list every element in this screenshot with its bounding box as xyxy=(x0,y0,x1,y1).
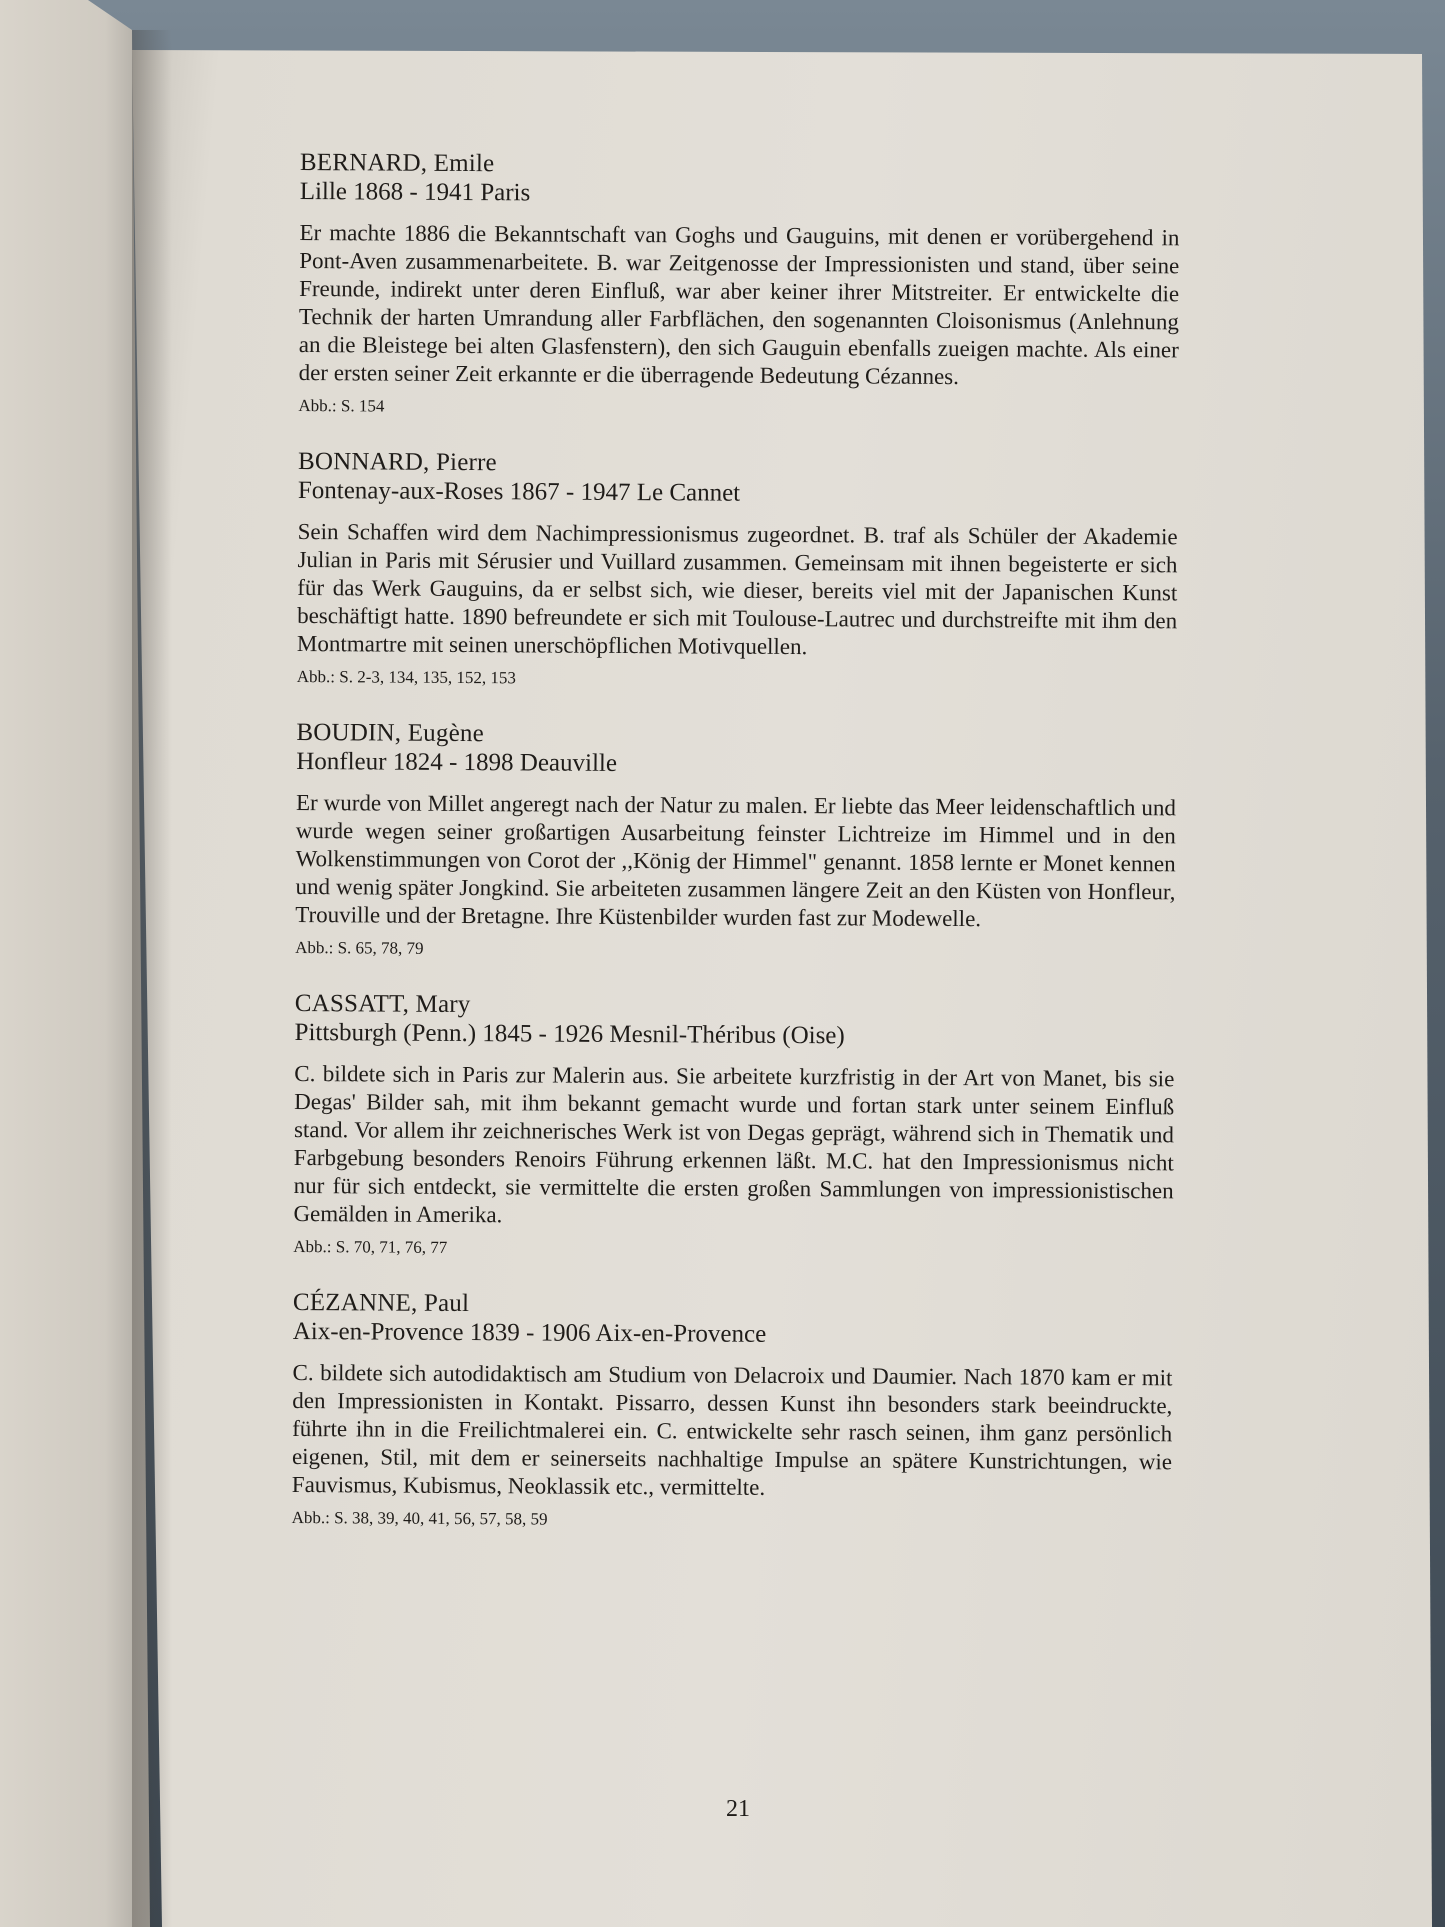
artist-biography: C. bildete sich in Paris zur Malerin aus. Sie arbeitete kurzfristig in der Art von Manet, bis sie Degas' Bilder sah, mit ihm bekannt gemacht wurde und fortan stark unter seinem Einfluß stand. Vor allem ihr zeichnerisches Werk ist von Degas geprägt, während sich in Thematik und Farbgebung besonders Renoirs Führung erkennen läßt. M.C. hat den Impressionismus nicht nur für sich entdeckt, sie vermittelte die ersten großen Sammlungen von impressionistischen Gemälden in Amerika. xyxy=(293,1060,1175,1228)
illustration-references: Abb.: S. 70, 71, 76, 77 xyxy=(293,1236,448,1257)
artist-name: BOUDIN, Eugène xyxy=(296,718,484,748)
artist-name: BONNARD, Pierre xyxy=(298,447,497,477)
artist-life-dates: Lille 1868 - 1941 Paris xyxy=(299,177,531,207)
illustration-references: Abb.: S. 154 xyxy=(298,395,385,416)
artist-life-dates: Honfleur 1824 - 1898 Deauville xyxy=(296,747,618,777)
artist-name: CÉZANNE, Paul xyxy=(292,1288,470,1318)
left-page-edge xyxy=(0,0,150,1927)
artist-biography: Er machte 1886 die Bekanntschaft van Goghs und Gauguins, mit denen er vorübergehend in Pont-Aven zusammenarbeitete. B. war Zeitgenosse der Impressionisten und stand, über seine Freunde, indirekt unter deren Einfluß, war aber keiner ihrer Mitstreiter. Er entwickelte die Technik der harten Umrandung aller Farbflächen, den sogenannten Cloisonismus (Anlehnung an die Bleistege bei alten Glasfenstern), den sich Gauguin ebenfalls zueigen machte. Als einer der ersten seiner Zeit erkannte er die überragende Bedeutung Cézannes. xyxy=(298,219,1180,390)
illustration-references: Abb.: S. 65, 78, 79 xyxy=(295,937,424,958)
artist-life-dates: Fontenay-aux-Roses 1867 - 1947 Le Cannet xyxy=(297,476,741,507)
artist-life-dates: Aix-en-Provence 1839 - 1906 Aix-en-Provence xyxy=(292,1317,767,1348)
artist-entry-bernard xyxy=(298,148,1180,422)
artist-entry-cassatt xyxy=(293,989,1175,1263)
artist-entry-bonnard xyxy=(297,447,1178,693)
artist-entry-boudin xyxy=(295,718,1176,964)
page-number: 21 xyxy=(726,1796,750,1822)
artist-entry-cezanne xyxy=(292,1288,1173,1534)
illustration-references: Abb.: S. 38, 39, 40, 41, 56, 57, 58, 59 xyxy=(291,1507,548,1529)
page-content xyxy=(291,148,1180,1564)
illustration-references: Abb.: S. 2-3, 134, 135, 152, 153 xyxy=(296,666,516,688)
artist-life-dates: Pittsburgh (Penn.) 1845 - 1926 Mesnil-Théribus (Oise) xyxy=(294,1018,845,1050)
artist-biography: Sein Schaffen wird dem Nachimpressionismus zugeordnet. B. traf als Schüler der Akademie Julian in Paris mit Sérusier und Vuillard zusammen. Gemeinsam mit ihnen begeisterte er sich für das Werk Gauguins, da er selbst sich, wie dieser, bereits viel mit der Japanischen Kunst beschäftigt hatte. 1890 befreundete er sich mit Toulouse-Lautrec und durchstreifte mit ihm den Montmartre mit seinen unerschöpflichen Motivquellen. xyxy=(296,518,1178,660)
artist-biography: Er wurde von Millet angeregt nach der Natur zu malen. Er liebte das Meer leidenschaftlich und wurde wegen seiner großartigen Ausarbeitung feinster Lichtreize im Himmel und in den Wolkenstimmungen von Corot der ,,König der Himmel" genannt. 1858 lernte er Monet kennen und wenig später Jongkind. Sie arbeiteten zusammen längere Zeit an den Küsten von Honfleur, Trouville und der Bretagne. Ihre Küstenbilder wurden fast zur Modewelle. xyxy=(295,789,1177,932)
artist-name: BERNARD, Emile xyxy=(299,148,495,178)
gutter-shadow xyxy=(132,30,172,1927)
artist-biography: C. bildete sich autodidaktisch am Studium von Delacroix und Daumier. Nach 1870 kam er mit den Impressionisten in Kontakt. Pissarro, dessen Kunst ihn besonders stark beeindruckte, führte ihn in die Freilichtmalerei ein. C. entwickelte sehr rasch seinen, ihm ganz persönlich eigenen, Stil, mit dem er seinerseits nachhaltige Impulse an spätere Kunstrichtungen, wie Fauvismus, Kubismus, Neoklassik etc., vermittelte. xyxy=(291,1359,1173,1500)
artist-name: CASSATT, Mary xyxy=(294,989,471,1019)
